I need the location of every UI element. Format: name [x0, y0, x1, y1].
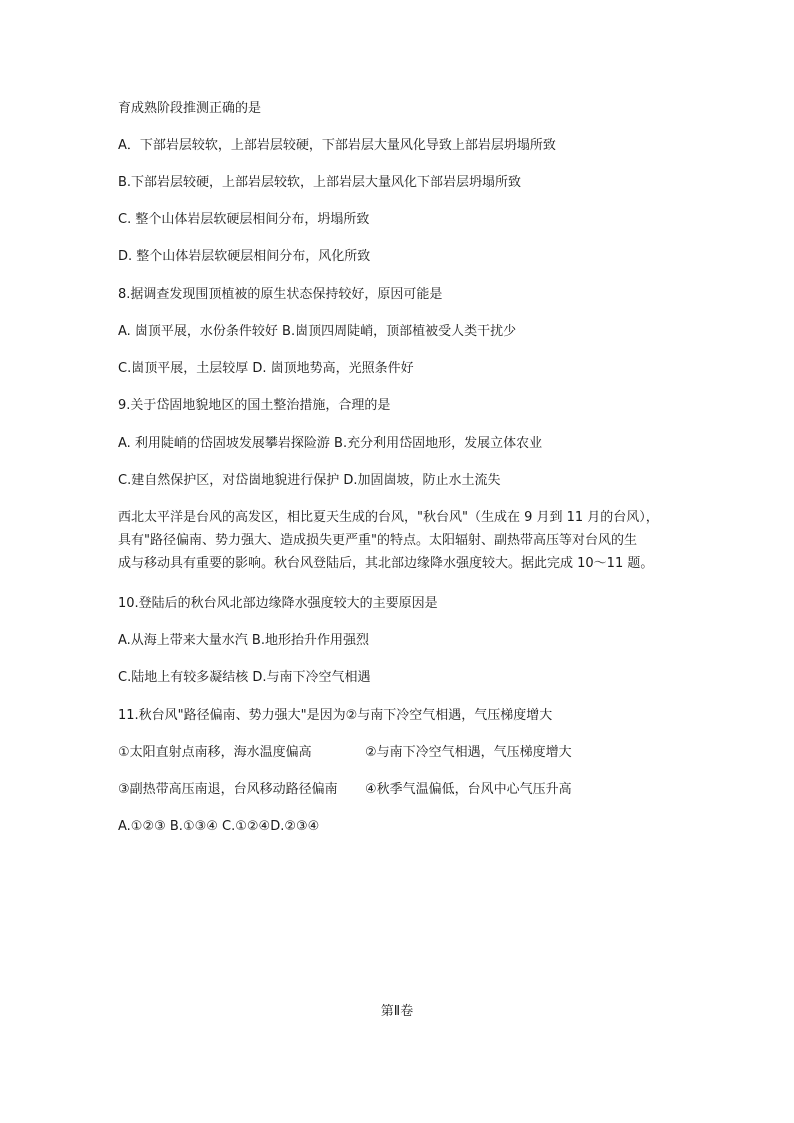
q7-option-b: B.下部岩层较硬，上部岩层较软，上部岩层大量风化下部岩层坍塌所致	[118, 175, 522, 190]
q11-item-1: ①太阳直射点南移，海水温度偏高	[118, 745, 312, 760]
q7-stem-tail: 育成熟阶段推测正确的是	[118, 101, 262, 116]
q9-stem: 9.关于岱固地貌地区的国土整治措施，合理的是	[118, 398, 391, 413]
section-footer: 第Ⅱ卷	[380, 1004, 414, 1019]
q10-stem: 10.登陆后的秋台风北部边缘降水强度较大的主要原因是	[118, 596, 438, 611]
passage-line: 西北太平洋是台风的高发区，相比夏天生成的台风，"秋台风"（生成在 9 月到 11 月的台风），	[118, 510, 659, 525]
passage-paragraph	[118, 506, 684, 575]
q11-item-4: ④秋季气温偏低，台风中心气压升高	[365, 782, 572, 797]
q11-stem: 11.秋台风"路径偏南、势力强大"是因为②与南下冷空气相遇，气压梯度增大	[118, 708, 553, 723]
q8-stem: 8.据调查发现围顶植被的原生状态保持较好，原因可能是	[118, 287, 443, 302]
q10-options-line1: A.从海上带来大量水汽 B.地形抬升作用强烈	[118, 633, 369, 648]
q9-options-line2: C.建自然保护区，对岱崮地貌进行保护 D.加固崮坡，防止水土流失	[118, 473, 501, 488]
q11-options: A.①②③ B.①③④ C.①②④D.②③④	[118, 819, 320, 834]
q8-options-line2: C.崮顶平展，土层较厚 D. 崮顶地势高，光照条件好	[118, 361, 414, 376]
q7-option-d: D. 整个山体岩层软硬层相间分布，风化所致	[118, 249, 371, 264]
passage-line: 成与移动具有重要的影响。秋台风登陆后，其北部边缘降水强度较大。据此完成 10～11 题。	[118, 556, 654, 571]
passage-line: 具有"路径偏南、势力强大、造成损失更严重"的特点。太阳辐射、副热带高压等对台风的生	[118, 533, 637, 548]
q8-options-line1: A. 崮顶平展，水份条件较好 B.崮顶四周陡峭，顶部植被受人类干扰少	[118, 324, 517, 339]
q7-option-a: A．下部岩层较软，上部岩层较硬，下部岩层大量风化导致上部岩层坍塌所致	[118, 138, 556, 153]
q7-option-c: C. 整个山体岩层软硬层相间分布，坍塌所致	[118, 212, 370, 227]
q11-item-2: ②与南下冷空气相遇，气压梯度增大	[365, 745, 572, 760]
q10-options-line2: C.陆地上有较多凝结核 D.与南下冷空气相遇	[118, 670, 371, 685]
q11-item-3: ③副热带高压南退，台风移动路径偏南	[118, 782, 338, 797]
q9-options-line1: A. 利用陡峭的岱固坡发展攀岩探险游 B.充分利用岱固地形，发展立体农业	[118, 436, 543, 451]
